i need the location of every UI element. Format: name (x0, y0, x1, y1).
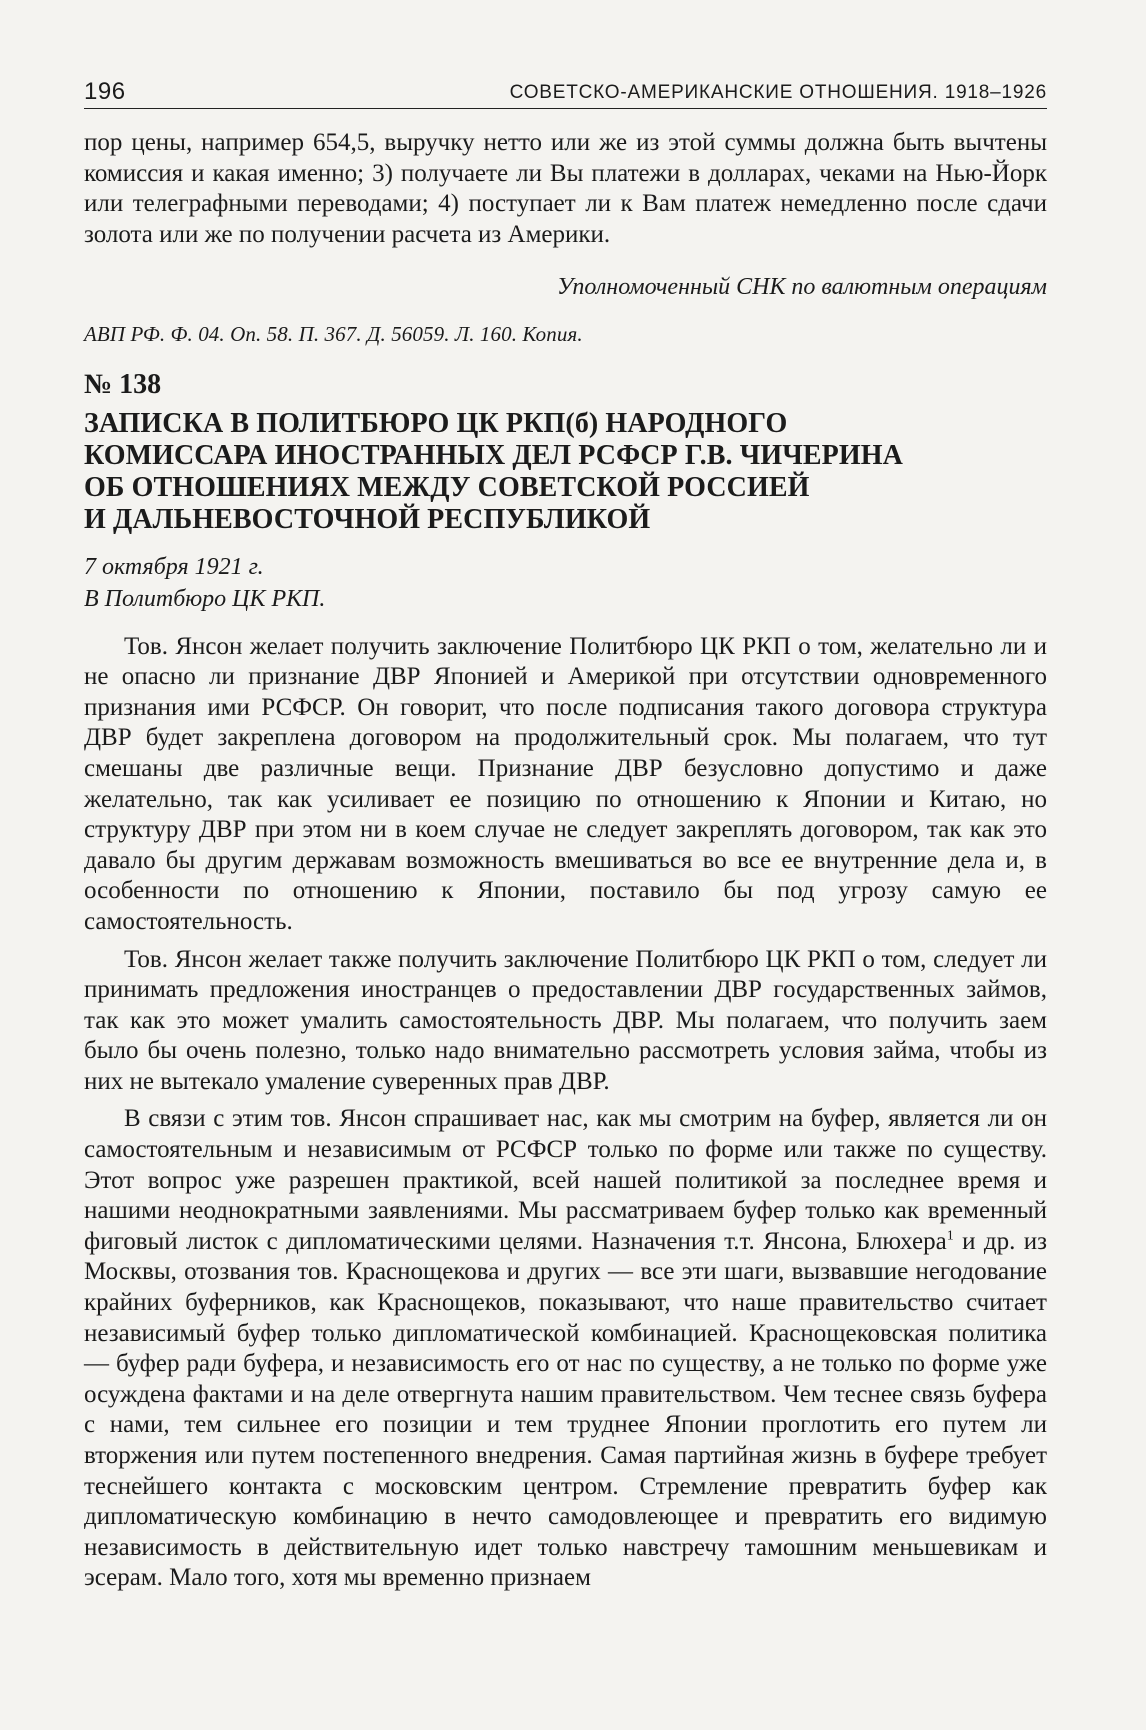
body-paragraph-3 (84, 1104, 1047, 1594)
page-number: 196 (84, 78, 126, 105)
continuation-paragraph: пор цены, например 654,5, выручку нетто или же из этой суммы должна быть вычтены комиссия и какая именно; 3) получаете ли Вы платежи в долларах, чеками на Нью-Йорк или телеграфными переводами; 4) поступает ли к Вам платеж немедленно после сдачи золота или же по получении расчета из Америки. (84, 129, 1047, 248)
page-body (84, 128, 1047, 1594)
body-paragraph-1: Тов. Янсон желает получить заключение Политбюро ЦК РКП о том, желательно ли и не опасно ли признание ДВР Японией и Америкой при отсутствии одновременного признания ими РСФСР. Он говорит, что после подписания такого договора структура ДВР будет закреплена договором на продолжительный срок. Мы полагаем, что тут смешаны две различные вещи. Признание ДВР безусловно допустимо и даже желательно, так как усиливает ее позицию по отношению к Японии и Китаю, но структуру ДВР при этом ни в коем случае не следует закреплять договором, так как это давало бы другим державам возможность вмешиваться во все ее внутренние дела и, в особенности по отношению к Японии, поставило бы под угрозу самую ее самостоятельность. (84, 632, 1047, 935)
document-title-line: И ДАЛЬНЕВОСТОЧНОЙ РЕСПУБЛИКОЙ (84, 503, 651, 535)
body-paragraph-3-part-2: и др. из Москвы, отозвания тов. Краснощекова и других — все эти шаги, вызвавшие негодование крайних буферников, как Краснощеков, показывают, что наше правительство считает независимый буфер только дипломатической комбинацией. Краснощековская политика — буфер ради буфера, и независимость его от нас по существу, а не только по форме уже осуждена фактами и на деле отвергнута нашим правительством. Чем теснее связь буфера с нами, тем сильнее его позиции и тем труднее Японии проглотить его путем ли вторжения или путем постепенного внедрения. Самая партийная жизнь в буфере требует теснейшего контакта с московским центром. Стремление превратить буфер как дипломатическую комбинацию в нечто самодовлеющее и превратить его видимую независимость в действительную идет только навстречу тамошним меньшевикам и эсерам. Мало того, хотя мы временно признаем (84, 1227, 1047, 1592)
running-title: СОВЕТСКО-АМЕРИКАНСКИЕ ОТНОШЕНИЯ. 1918–1926 (509, 82, 1047, 103)
document-addressee: В Политбюро ЦК РКП. (84, 585, 326, 612)
document-title (84, 408, 1047, 536)
signature-line: Уполномоченный СНК по валютным операциям (556, 274, 1047, 301)
document-date: 7 октября 1921 г. (84, 553, 264, 580)
document-title-line: ЗАПИСКА В ПОЛИТБЮРО ЦК РКП(б) НАРОДНОГО (84, 407, 788, 439)
archive-reference: АВП РФ. Ф. 04. Оп. 58. П. 367. Д. 56059. Л. 160. Копия. (84, 321, 583, 346)
document-title-line: ОБ ОТНОШЕНИЯХ МЕЖДУ СОВЕТСКОЙ РОССИЕЙ (84, 471, 810, 503)
body-paragraph-2: Тов. Янсон желает также получить заключение Политбюро ЦК РКП о том, следует ли принимать предложения иностранцев о предоставлении ДВР государственных займов, так как это может умалить самостоятельность ДВР. Мы полагаем, что получить заем было бы очень полезно, только надо внимательно рассмотреть условия займа, чтобы из них не вытекало умаление суверенных прав ДВР. (84, 945, 1047, 1095)
running-head (84, 78, 1047, 109)
document-number: № 138 (84, 368, 162, 400)
document-title-line: КОМИССАРА ИНОСТРАННЫХ ДЕЛ РСФСР Г.В. ЧИЧЕРИНА (84, 439, 903, 471)
body-paragraph-3-part-1: В связи с этим тов. Янсон спрашивает нас, как мы смотрим на буфер, является ли он самостоятельным и независимым от РСФСР только по форме или также по существу. Этот вопрос уже разрешен практикой, всей нашей политикой за последнее время и нашими неоднократными заявлениями. Мы рассматриваем буфер только как временный фиговый листок с дипломатическими целями. Назначения т.т. Янсона, Блюхера (84, 1105, 1047, 1255)
footnote-mark: 1 (946, 1228, 954, 1244)
